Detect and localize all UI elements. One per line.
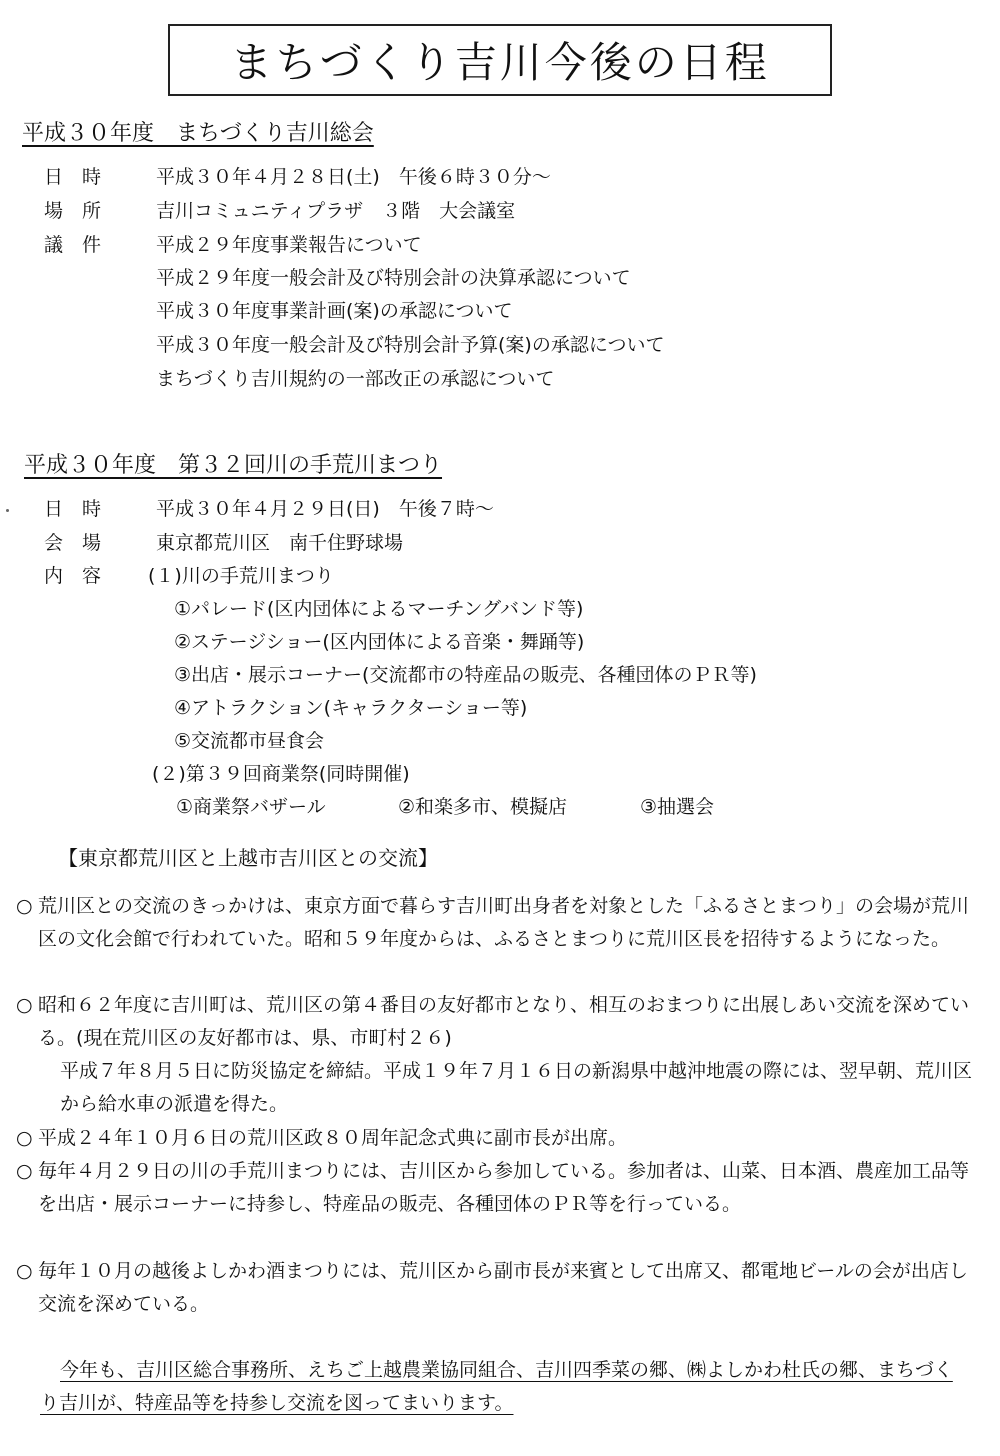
bullet-mark: ○ <box>16 1260 33 1282</box>
s2-content-item: ③出店・展示コーナー(交流都市の特産品の販売、各種団体のＰＲ等) <box>174 664 757 686</box>
paragraph-text: 昭和６２年度に吉川町は、荒川区の第４番目の友好都市となり、相互のおまつりに出展しあい交流を深めている。(現在荒川区の友好都市は、県、市町村２６) <box>38 994 970 1049</box>
s1-datetime-label: 日 時 <box>44 166 102 188</box>
exchange-paragraph <box>16 989 973 1055</box>
paragraph-text: 平成２４年１０月６日の荒川区政８０周年記念式典に副市長が出席。 <box>38 1127 628 1149</box>
exchange-paragraph <box>16 1255 973 1321</box>
paragraph-text: 毎年１０月の越後よしかわ酒まつりには、荒川区から副市長が来賓として出席又、都電地ビールの会が出店し交流を深めている。 <box>38 1260 968 1315</box>
s2-sub-head: (２)第３９回商業祭(同時開催) <box>152 763 410 785</box>
s2-content-item: ④アトラクション(キャラクターショー等) <box>174 697 528 719</box>
exchange-paragraph <box>16 890 973 956</box>
closing-paragraph <box>40 1354 965 1420</box>
s1-agenda-item: 平成３０年度事業計画(案)の承認について <box>156 300 513 322</box>
exchange-paragraph <box>16 1122 973 1155</box>
bullet-mark: ○ <box>16 1127 33 1149</box>
s2-datetime-value: 平成３０年４月２９日(日) 午後７時～ <box>156 498 494 520</box>
bullet-mark: ○ <box>16 895 33 917</box>
bullet-mark: ○ <box>16 1160 33 1182</box>
s1-agenda-item: まちづくり吉川規約の一部改正の承認について <box>156 368 555 390</box>
paragraph-text: 荒川区との交流のきっかけは、東京方面で暮らす吉川町出身者を対象とした「ふるさとまつり」の会場が荒川区の文化会館で行われていた。昭和５９年度からは、ふるさとまつりに荒川区長を招待するようになった。 <box>38 895 970 950</box>
s1-place-value: 吉川コミュニティプラザ ３階 大会議室 <box>156 200 516 222</box>
s1-place-label: 場 所 <box>44 200 102 222</box>
scan-speck <box>6 509 9 512</box>
s2-sub-item: ①商業祭バザール <box>176 796 326 818</box>
s2-venue-label: 会 場 <box>44 532 102 554</box>
exchange-paragraph <box>16 1155 973 1221</box>
paragraph-text: 平成７年８月５日に防災協定を締結。平成１９年７月１６日の新潟県中越沖地震の際には、翌早朝、荒川区から給水車の派遣を得た。 <box>60 1060 973 1115</box>
s2-content-item: ①パレード(区内団体によるマーチングバンド等) <box>174 598 584 620</box>
exchange-paragraph-continued <box>60 1055 975 1121</box>
s2-content-item: ⑤交流都市昼食会 <box>174 730 325 752</box>
section-2-heading: 平成３０年度 第３２回川の手荒川まつり <box>24 453 443 478</box>
s1-agenda-item: 平成３０年度一般会計及び特別会計予算(案)の承認について <box>156 334 665 356</box>
s2-content-label: 内 容 <box>44 565 102 587</box>
paragraph-text: 毎年４月２９日の川の手荒川まつりには、吉川区から参加している。参加者は、山菜、日本酒、農産加工品等を出店・展示コーナーに持参し、特産品の販売、各種団体のＰＲ等を行っている。 <box>38 1160 970 1215</box>
page-title: まちづくり吉川今後の日程 <box>168 24 832 96</box>
closing-text: 今年も、吉川区総合事務所、えちご上越農業協同組合、吉川四季菜の郷、㈱よしかわ杜氏の郷、まちづくり吉川が、特産品等を持参し交流を図ってまいります。 <box>40 1359 953 1414</box>
bullet-mark: ○ <box>16 994 33 1016</box>
s2-sub-item: ②和楽多市、模擬店 <box>398 796 568 818</box>
s1-datetime-value: 平成３０年４月２８日(土) 午後６時３０分～ <box>156 166 551 188</box>
s1-agenda-item: 平成２９年度一般会計及び特別会計の決算承認について <box>156 267 631 289</box>
exchange-heading: 【東京都荒川区と上越市吉川区との交流】 <box>58 846 438 870</box>
s1-agenda-item: 平成２９年度事業報告について <box>156 234 422 256</box>
s2-venue-value: 東京都荒川区 南千住野球場 <box>156 532 404 554</box>
s2-content-head: (１)川の手荒川まつり <box>148 565 334 587</box>
s2-sub-item: ③抽選会 <box>640 796 715 818</box>
s2-datetime-label: 日 時 <box>44 498 102 520</box>
s2-content-item: ②ステージショー(区内団体による音楽・舞踊等) <box>174 631 585 653</box>
section-1-heading: 平成３０年度 まちづくり吉川総会 <box>22 121 374 146</box>
s1-agenda-label: 議 件 <box>44 234 102 256</box>
